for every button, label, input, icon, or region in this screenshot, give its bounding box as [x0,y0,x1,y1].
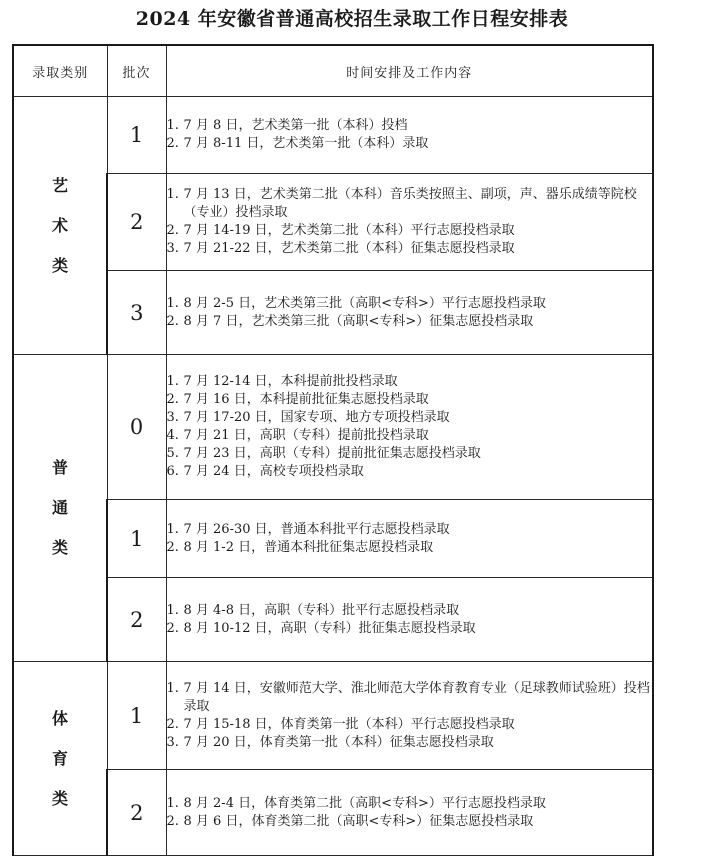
category-cell [13,97,107,355]
content-cell [166,770,653,856]
list-item: 1. 7 月 26-30 日，普通本科批平行志愿投档录取 [166,521,450,537]
list-item: 2. 8 月 6 日，体育类第二批（高职<专科>）征集志愿投档录取 [166,813,534,829]
list-item: 5. 7 月 23 日，高职（专科）提前批征集志愿投档录取 [166,446,481,461]
batch-number: 0 [107,355,166,500]
category-cell [13,662,107,856]
table-row [13,271,653,355]
batch-number: 2 [107,174,166,271]
table-row [13,662,653,770]
list-item: 4. 7 月 21 日，高职（专科）提前批投档录取 [166,428,429,443]
list-item: 2. 7 月 14-19 日，艺术类第二批（本科）平行志愿投档录取 [166,223,515,238]
category-cell [13,355,107,662]
list-item: 2. 8 月 7 日，艺术类第三批（高职<专科>）征集志愿投档录取 [166,313,534,329]
list-item: 2. 8 月 10-12 日，高职（专科）批征集志愿投档录取 [166,620,476,636]
table-row [13,770,653,856]
header-content: 时间安排及工作内容 [166,45,653,97]
batch-number: 2 [107,578,166,662]
content-cell [166,500,653,578]
batch-number: 1 [107,662,166,770]
category-label: 体育类 [51,708,68,808]
table-row [13,97,653,174]
list-item: 3. 7 月 17-20 日，国家专项、地方专项投档录取 [166,410,450,425]
content-cell [166,662,653,770]
list-item: 1. 8 月 2-5 日，艺术类第三批（高职<专科>）平行志愿投档录取 [166,295,546,311]
category-label: 普通类 [51,458,68,557]
list-item: 1. 7 月 12-14 日，本科提前批投档录取 [166,374,398,389]
list-item: 1. 8 月 4-8 日，高职（专科）批平行志愿投档录取 [166,602,460,618]
content-cell [166,174,653,271]
content-cell [166,97,653,174]
header-category: 录取类别 [13,45,107,97]
list-item: 1. 7 月 14 日，安徽师范大学、淮北师范大学体育教育专业（足球教师试验班）投档录取 [166,680,650,714]
table-row [13,500,653,578]
header-batch: 批次 [107,45,166,97]
page-title: 2024 年安徽省普通高校招生录取工作日程安排表 [135,8,569,30]
list-item: 2. 8 月 1-2 日，普通本科批征集志愿投档录取 [166,539,434,555]
table-row [13,174,653,271]
table-row [13,355,653,500]
batch-number: 1 [107,500,166,578]
list-item: 1. 7 月 13 日，艺术类第二批（本科）音乐类按照主、副项，声、器乐成绩等院校（专业）投档录取 [166,187,637,220]
content-cell [166,355,653,500]
list-item: 3. 7 月 20 日，体育类第一批（本科）征集志愿投档录取 [166,734,494,750]
list-item: 6. 7 月 24 日，高校专项投档录取 [166,464,364,479]
header-row [13,45,653,97]
batch-number: 3 [107,271,166,355]
list-item: 2. 7 月 8-11 日，艺术类第一批（本科）录取 [166,136,429,151]
list-item: 2. 7 月 15-18 日，体育类第一批（本科）平行志愿投档录取 [166,716,515,732]
list-item: 2. 7 月 16 日，本科提前批征集志愿投档录取 [166,392,429,407]
batch-number: 2 [107,770,166,856]
list-item: 3. 7 月 21-22 日，艺术类第二批（本科）征集志愿投档录取 [166,241,515,256]
content-cell [166,271,653,355]
schedule-table [12,44,654,856]
content-cell [166,578,653,662]
category-label: 艺术类 [51,175,68,275]
list-item: 1. 7 月 8 日，艺术类第一批（本科）投档 [166,118,408,133]
list-item: 1. 8 月 2-4 日，体育类第二批（高职<专科>）平行志愿投档录取 [166,795,546,811]
table-row [13,578,653,662]
batch-number: 1 [107,97,166,174]
